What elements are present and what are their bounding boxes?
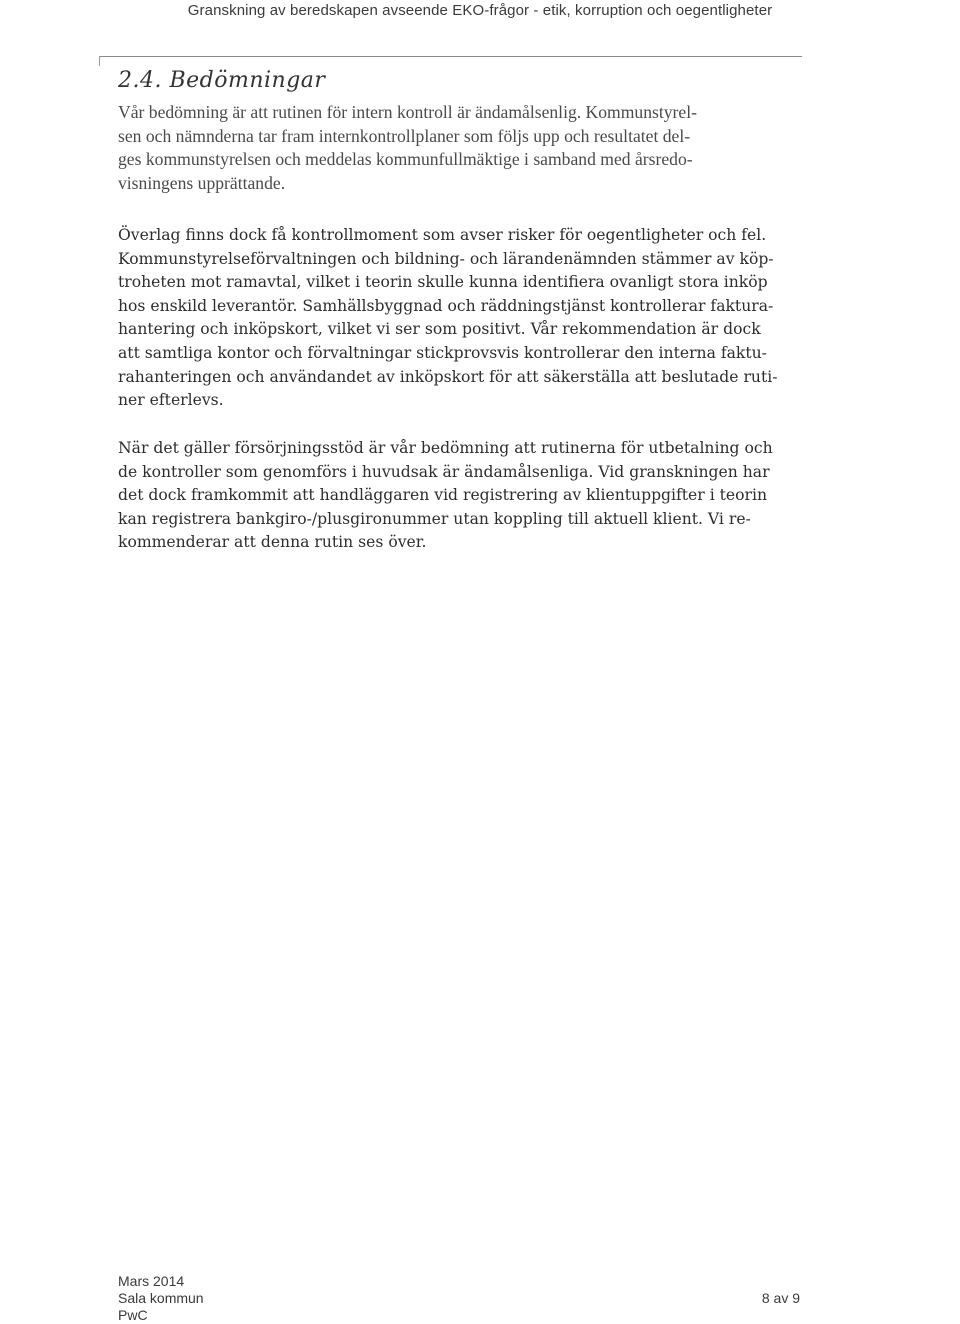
paragraph-assessment-intern-kontroll: Vår bedömning är att rutinen för intern kontroll är ändamålsenlig. Kommunstyrel- sen och nämnderna tar fram internkontrollplaner som följs upp och resultatet del- ges kommunstyrelsen och meddelas kommunfullmäktige i samband med årsredo- visningens upprättande. (118, 102, 697, 193)
paragraph-kontrollmoment: Överlag finns dock få kontrollmoment som avser risker för oegentligheter och fel. Kommunstyrelseförvaltningen och bildning- och lärandenämnden stämmer av köp- troheten mot ramavtal, vilket i teorin skulle kunna identifiera ovanligt stora inköp hos enskild leverantör. Samhällsbyggnad och räddningstjänst kontrollerar faktura- hantering och inköpskort, vilket vi ser som positivt. Vår rekommendation är dock att samtliga kontor och förvaltningar stickprovsvis kontrollerar den interna faktu- rahanteringen och användandet av inköpskort för att säkerställa att beslutade ruti- ner efterlevs. (118, 226, 778, 410)
footer-organization: Sala kommun (118, 1290, 204, 1306)
page-footer-left (118, 1273, 204, 1324)
header-rule-tick (99, 56, 100, 66)
footer-date: Mars 2014 (118, 1273, 185, 1289)
header-rule (100, 56, 802, 57)
page-header: Granskning av beredskapen avseende EKO-frågor - etik, korruption och oegentligheter (187, 2, 773, 19)
section-title: 2.4. Bedömningar (118, 68, 326, 93)
page-number: 8 av 9 (761, 1290, 800, 1306)
paragraph-forsorjningsstod: När det gäller försörjningsstöd är vår bedömning att rutinerna för utbetalning och de kontroller som genomförs i huvudsak är ändamålsenliga. Vid granskningen har det dock framkommit att handläggaren vid registrering av klientuppgifter i teorin kan registrera bankgiro-/plusgironummer utan koppling till aktuell klient. Vi re- kommenderar att denna rutin ses över. (118, 439, 773, 552)
footer-author: PwC (118, 1307, 148, 1323)
